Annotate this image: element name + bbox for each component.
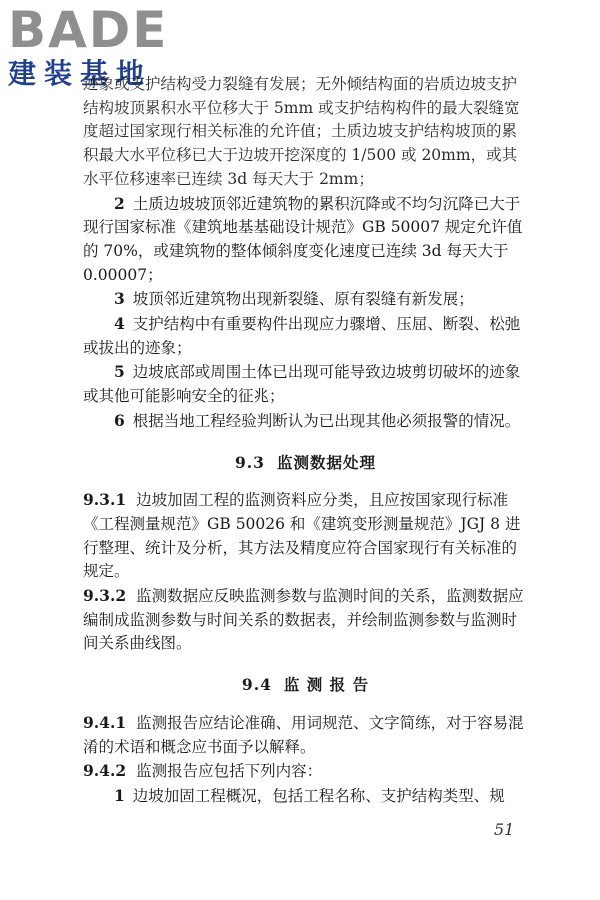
clause-number: 9.3.2	[83, 586, 127, 606]
item-text: 边坡加固工程概况，包括工程名称、支护结构类型、规	[132, 786, 505, 805]
section-heading-9-4	[83, 673, 528, 697]
clause	[83, 584, 528, 656]
list-item	[83, 287, 528, 312]
clause-text: 监测报告应结论准确、用词规范、文字简练，对于容易混淆的术语和概念应书面予以解释。	[83, 713, 524, 756]
clause-number: 9.4.1	[83, 712, 127, 732]
clause-number: 9.4.2	[83, 761, 127, 781]
item-number: 5	[114, 362, 125, 382]
section-number: 9.3	[235, 452, 265, 472]
item-number: 3	[114, 289, 125, 309]
page-body	[83, 73, 528, 809]
list-item	[83, 360, 528, 408]
logo-brand: BADE	[8, 1, 169, 59]
clause	[83, 488, 528, 584]
item-text: 土质边坡坡顶邻近建筑物的累积沉降或不均匀沉降已大于现行国家标准《建筑地基基础设计规范》GB 50007 规定允许值的 70%，或建筑物的整体倾斜度变化速度已连续 3d 每天大于 0.00007；	[83, 194, 523, 284]
item-number: 4	[114, 314, 125, 334]
item-number: 2	[114, 193, 125, 213]
section-heading-9-3	[83, 451, 528, 475]
clause	[83, 711, 528, 759]
list-item	[83, 312, 528, 360]
carry-over-paragraph: 迹象或支护结构受力裂缝有发展；无外倾结构面的岩质边坡支护结构坡顶累积水平位移大于 5mm 或支护结构构件的最大裂缝宽度超过国家现行相关标准的允许值；土质边坡支护结构坡顶的累积最大水平位移已大于边坡开挖深度的 1/500 或 20mm，或其水平位移速率已连续 3d 每天大于 2mm；	[83, 75, 520, 188]
item-text: 支护结构中有重要构件出现应力骤增、压屈、断裂、松弛或拔出的迹象；	[83, 315, 521, 357]
clause-text: 边坡加固工程的监测资料应分类，且应按国家现行标准《工程测量规范》GB 50026 和《建筑变形测量规范》JGJ 8 进行整理、统计及分析，其方法及精度应符合国家现行有关标准的规定。	[83, 491, 521, 581]
clause	[83, 759, 528, 784]
section-title: 监 测 报 告	[283, 675, 370, 695]
list-item	[83, 192, 528, 288]
item-text: 边坡底部或周围土体已出现可能导致边坡剪切破坏的迹象或其他可能影响安全的征兆；	[83, 363, 521, 406]
logo-subtitle: 建装基地	[8, 57, 153, 90]
item-number: 1	[114, 785, 125, 805]
section-number: 9.4	[241, 675, 272, 695]
clause-text: 监测报告应包括下列内容：	[136, 762, 323, 781]
item-text: 坡顶邻近建筑物出现新裂缝、原有裂缝有新发展；	[132, 290, 474, 309]
item-text: 根据当地工程经验判断认为已出现其他必须报警的情况。	[132, 411, 521, 430]
section-title: 监测数据处理	[276, 452, 376, 472]
page-number: 51	[494, 820, 515, 839]
list-item	[83, 784, 528, 809]
item-number: 6	[114, 410, 125, 430]
clause-text: 监测数据应反映监测参数与监测时间的关系，监测数据应编制成监测参数与时间关系的数据表，并绘制监测参数与监测时间关系曲线图。	[83, 587, 524, 653]
list-item	[83, 409, 528, 434]
clause-number: 9.3.1	[83, 490, 127, 510]
